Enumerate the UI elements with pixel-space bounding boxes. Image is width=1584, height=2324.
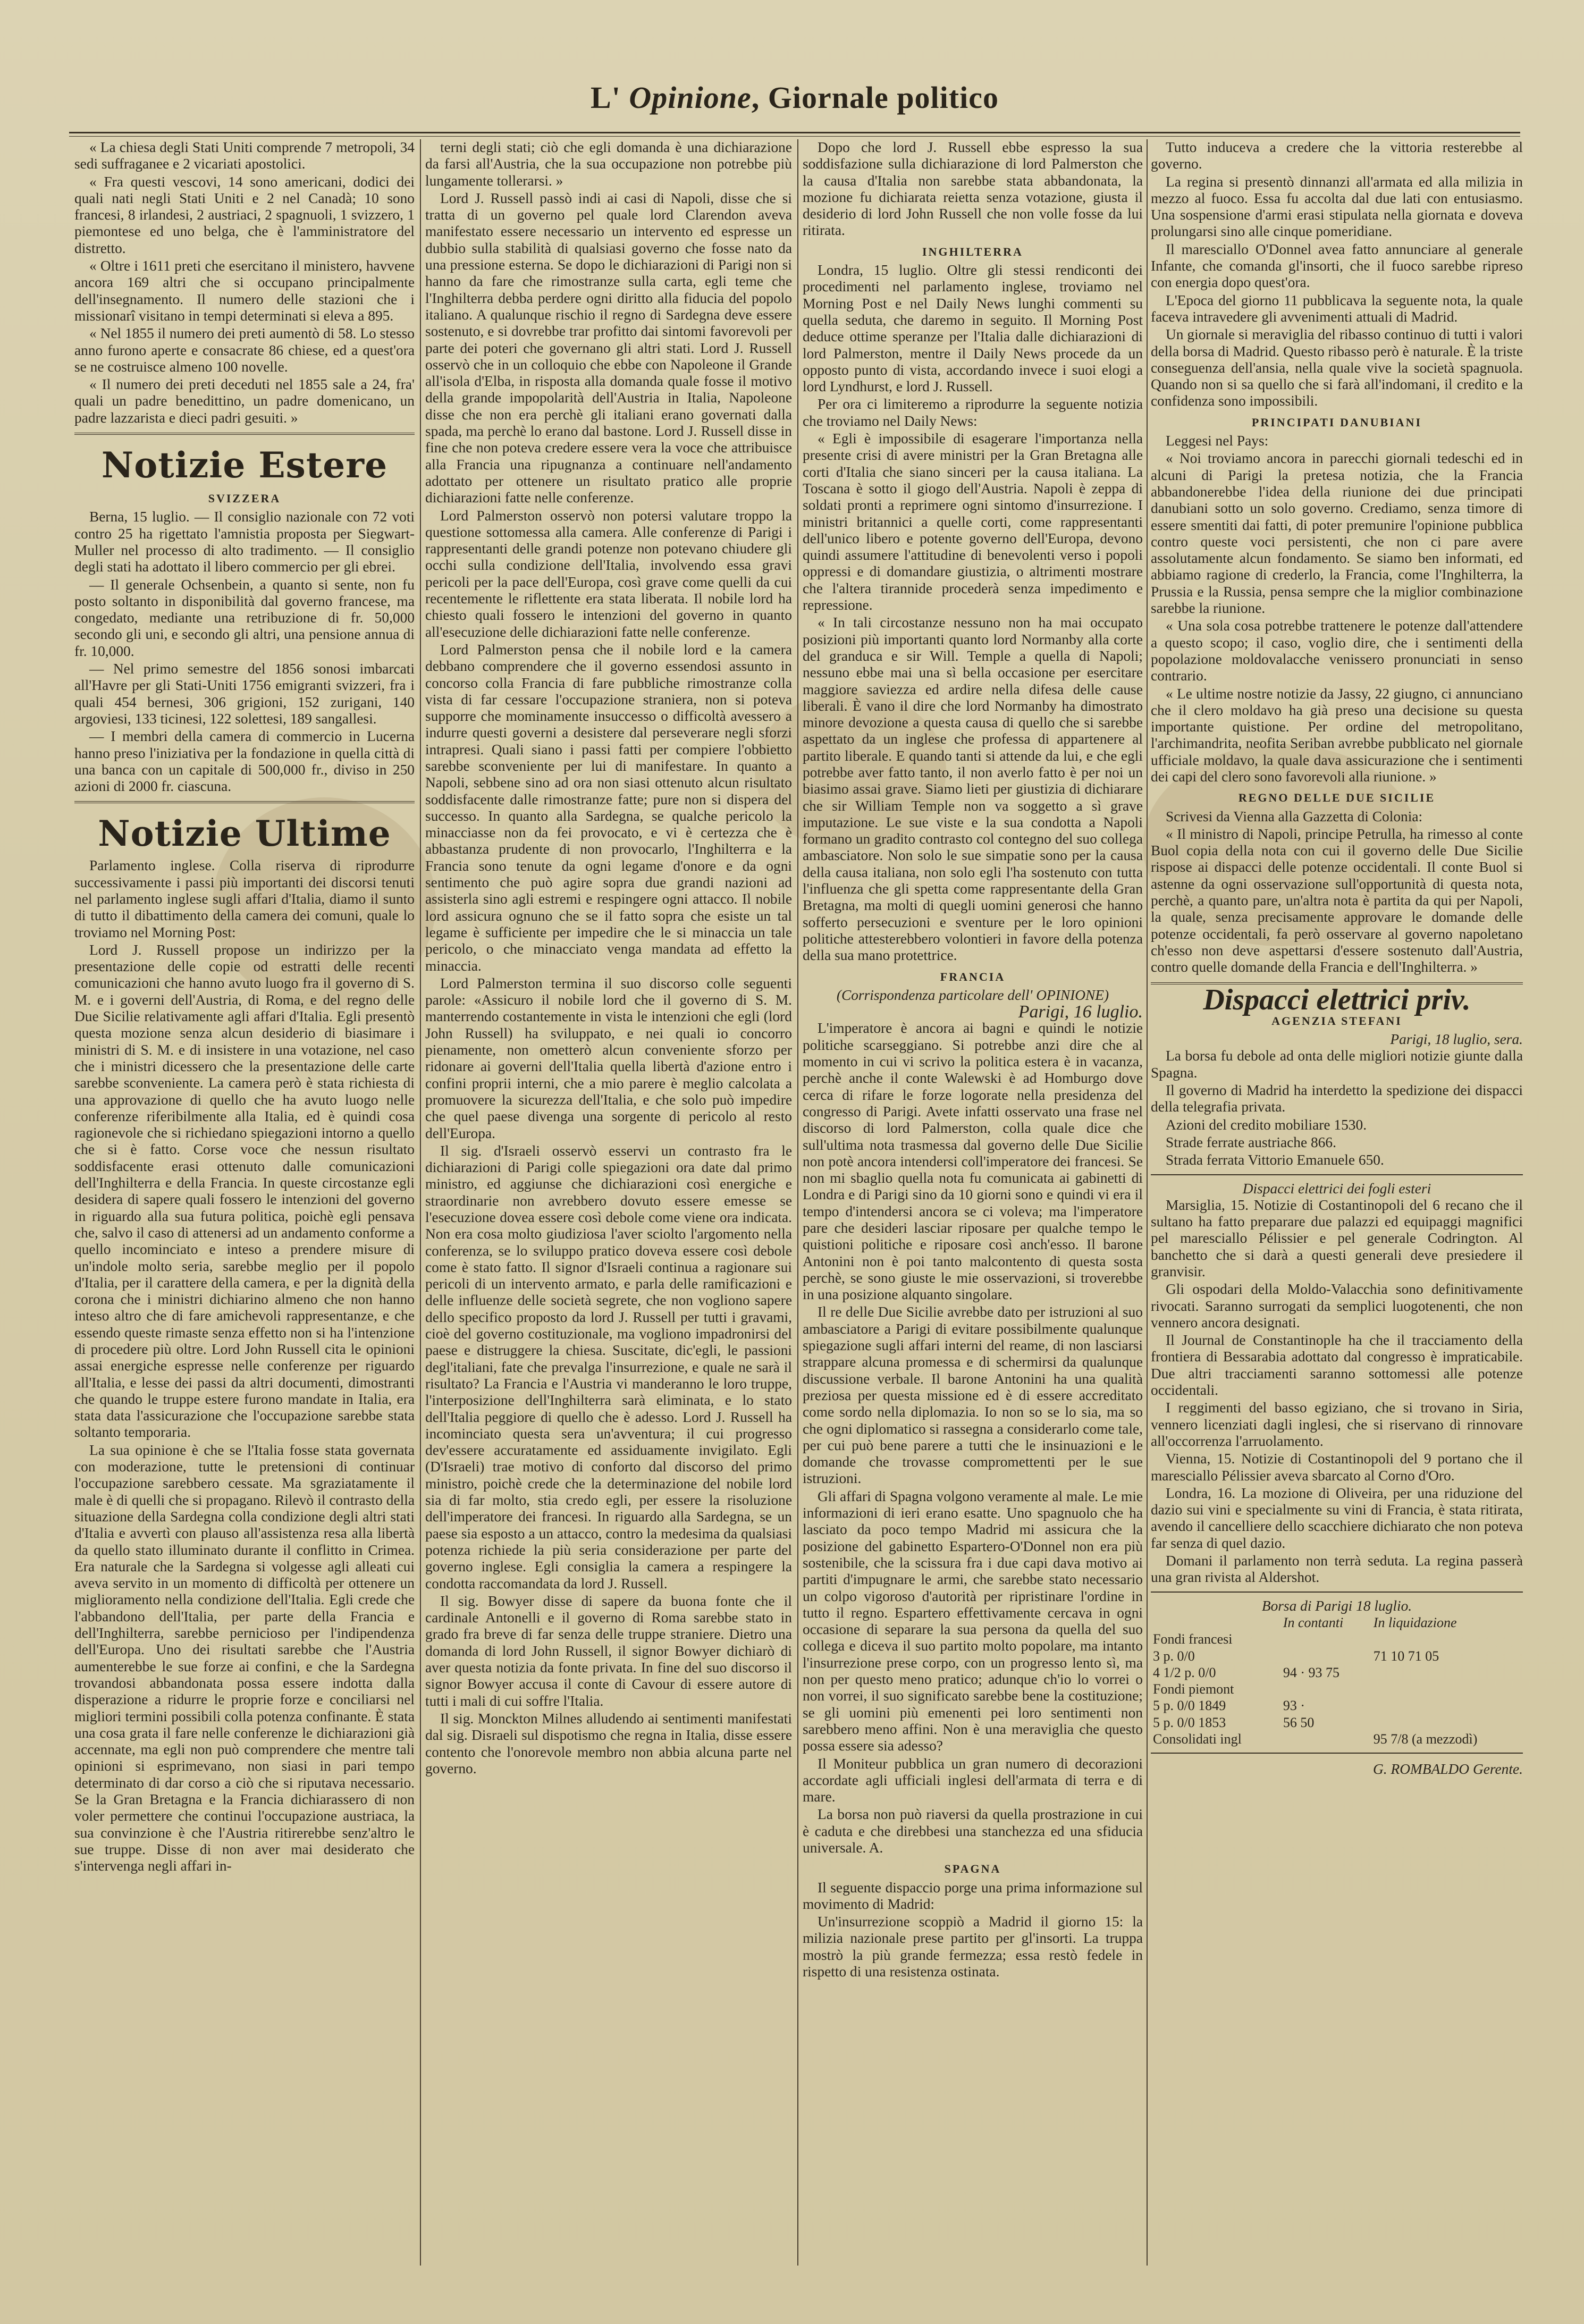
table-cell: 3 p. 0/0 <box>1153 1648 1195 1664</box>
table-row <box>1151 1631 1523 1647</box>
table-cell: Fondi piemont <box>1153 1681 1234 1697</box>
paragraph: Tutto induceva a credere che la vittoria resterebbe al governo. <box>1151 139 1523 172</box>
paragraph: La borsa fu debole ad onta delle migliori notizie giunte dalla Spagna. <box>1151 1048 1523 1081</box>
paragraph: « Egli è impossibile di esagerare l'importanza nella presente crisi di avere ministri per la Gran Bretagna alle corti d'Italia che siano sinceri per la causa italiana. La Toscana è sotto il giogo dell'Austria. Napoli è zeppa di soldati pronti a reprimere ogni sintomo d'insurrezione. I ministri britannici a quelle corti, come rappresentanti dell'unico libero e potente governo dell'Europa, devono quindi assumere l'attitudine di benevolenti verso i popoli oppressi e di domandare giustizia, o altrimenti mostrare che l'altera tirannide procederà senza impedimento e repressione. <box>803 431 1143 613</box>
subhead-regno: REGNO DELLE DUE SICILIE <box>1238 791 1436 805</box>
table-header-cell: In contanti <box>1283 1614 1344 1630</box>
table-cell <box>1371 1697 1523 1714</box>
dateline: Parigi, 16 luglio. <box>1018 1002 1143 1022</box>
table-cell <box>1371 1631 1523 1647</box>
bourse-table <box>1151 1614 1523 1747</box>
table-header-cell <box>1151 1614 1281 1631</box>
paragraph: Il Moniteur pubblica un gran numero di decorazioni accordate agli ufficiali inglesi dell'armata di terra e di mare. <box>803 1755 1143 1805</box>
paragraph: « Nel 1855 il numero dei preti aumentò di 58. Lo stesso anno furono aperte e consacrate 86 chiese, ed a quest'ora se ne costruisce almeno 100 novelle. <box>74 325 415 375</box>
paragraph: Per ora ci limiteremo a riprodurre la seguente notizia che troviamo nel Daily News: <box>803 396 1143 429</box>
paragraph: Domani il parlamento non terrà seduta. La regina passerà una gran rivista al Aldershot. <box>1151 1553 1523 1586</box>
paragraph: Un'insurrezione scoppiò a Madrid il giorno 15: la milizia nazionale prese partito per gl'insorti. La truppa mostrò la più grande fermezza; essa restò fedele in rispetto di una resistenza ostinata. <box>803 1914 1143 1980</box>
table-cell: 71 10 71 05 <box>1373 1648 1439 1664</box>
table-cell <box>1281 1731 1371 1747</box>
bourse-body <box>1151 1631 1523 1747</box>
column-divider <box>420 139 421 2266</box>
table-cell: 4 1/2 p. 0/0 <box>1153 1664 1216 1680</box>
paragraph: Lord Palmerston pensa che il nobile lord e la camera debbano comprendere che il governo essendosi assunto in concorso colla Francia di fare pubbliche rimostranze colla vista di far cessare l'occupazione straniera, non si poteva supporre che mominamente insuccesso o difficoltà avessero a indurre questi governi a desistere dal perseverare negli sforzi intrapresi. Quali siano i passi fatti per compiere l'obbietto sarebbe sconveniente per lui di manifestare. In quanto a Napoli, sebbene sino ad ora non siasi ottenuto alcun risultato soddisfacente dalle rimostranze fatte; pure non si dispera del successo. In quanto alla Sardegna, se qualche pericolo la minacciasse non da fei provocato, e vi è certezza che è abbastanza prudente di non provocarlo, l'Inghilterra e la Francia sono tenute da ogni legame d'onore e da ogni sentimento che può agire sopra due grandi nazioni ad assisterla sino agli estremi e respingere ogni attacco. Il nobile lord assicura ognuno che se il fatto sopra che esiste un tal legame è sufficiente per impedire che le si minaccia un tale pericolo, o che minacciato venga mandata ad effetto la minaccia. <box>425 641 792 974</box>
col1-intro <box>74 139 415 426</box>
column-3 <box>803 139 1143 2266</box>
section-rule <box>1151 1753 1523 1754</box>
column-4 <box>1151 139 1523 2266</box>
table-row <box>1151 1697 1523 1714</box>
subhead-fogli-esteri: Dispacci elettrici dei fogli esteri <box>1242 1180 1431 1197</box>
subhead-agenzia: AGENZIA STEFANI <box>1271 1014 1402 1028</box>
subhead-svizzera: SVIZZERA <box>208 492 281 506</box>
paragraph: Strade ferrate austriache 866. <box>1166 1134 1336 1150</box>
paragraph: Dopo che lord J. Russell ebbe espresso la sua soddisfazione sulla dichiarazione di lord Palmerston che la causa d'Italia non sarebbe stata abbandonata, la mozione fu dichiarata reietta senza votazione, giusta il desiderio di lord John Russell che non volle fosse da lui ritirata. <box>803 139 1143 239</box>
paragraph: Strada ferrata Vittorio Emanuele 650. <box>1166 1152 1384 1168</box>
paragraph: — I membri della camera di commercio in Lucerna hanno preso l'iniziativa per la fondazione in quella città di una banca con un capitale di 500,000 fr., diviso in 250 azioni di 2000 fr. ciascuna. <box>74 728 415 795</box>
paragraph: « Il numero dei preti deceduti nel 1855 sale a 24, fra' quali un padre benedittino, un padre domenicano, un padre lazzarista e dieci padri gesuiti. » <box>74 376 415 426</box>
subhead-francia: FRANCIA <box>940 970 1006 983</box>
table-cell <box>1281 1631 1371 1647</box>
paragraph: Leggesi nel Pays: <box>1166 433 1269 449</box>
table-cell: 56 50 <box>1283 1714 1315 1730</box>
paragraph: Il sig. Bowyer disse di sapere da buona fonte che il cardinale Antonelli e il governo di Roma sarebbe stato in grado fra breve di far senza delle truppe straniere. Dietro una domanda di lord John Russell, il signor Bowyer dichiarò di aver questa notizia da fonte privata. In fine del suo discorso il signor Bowyer accusa il conte di Cavour di essere autore di tutti i mali di cui soffre l'Italia. <box>425 1593 792 1709</box>
signature: G. ROMBALDO Gerente. <box>1373 1761 1523 1778</box>
paragraph: I reggimenti del basso egiziano, che si trovano in Siria, vennero licenziati dagli inglesi, che si riservano di rinnovare all'occorrenza l'arruolamento. <box>1151 1400 1523 1449</box>
table-header-cell: In liquidazione <box>1373 1614 1457 1630</box>
paragraph: Il sig. Monckton Milnes alludendo ai sentimenti manifestati dal sig. Disraeli sul dispotismo che regna in Italia, disse essere contento che l'onorevole membro non abbia alcuna parte nel governo. <box>425 1710 792 1776</box>
masthead-rest: , Giornale politico <box>751 80 999 115</box>
paragraph: Gli ospodari della Moldo-Valacchia sono definitivamente rivocati. Saranno surrogati da semplici luogotenenti, che non vennero ancora designati. <box>1151 1281 1523 1331</box>
section-rule <box>74 801 415 803</box>
paragraph: Il Journal de Constantinople ha che il tracciamento della frontiera di Bessarabia adottato dal congresso è impraticabile. Due altri tracciamenti saranno sottomessi alle potenze occidentali. <box>1151 1332 1523 1399</box>
correspondence-note: (Corrispondenza particolare dell' OPINIONE) <box>836 987 1109 1003</box>
paragraph: Scrivesi da Vienna alla Gazzetta di Colonia: <box>1166 808 1423 824</box>
column-divider <box>1147 139 1148 2266</box>
table-cell: 94 · 93 75 <box>1283 1664 1339 1680</box>
table-row <box>1151 1648 1523 1664</box>
paragraph: « Una sola cosa potrebbe trattenere le potenze dall'attendere a questo scopo; il caso, voglio dire, che i sentimenti della popolazione moldovalacche venissero pronunciati in senso contrario. <box>1151 618 1523 684</box>
paragraph: « Noi troviamo ancora in parecchi giornali tedeschi ed in alcuni di Parigi la pretesa notizia, che la Francia abbandonerebbe l'idea della riunione dei due principati danubiani sotto un solo governo. Crediamo, senza timore di essere smentiti dai fatti, di poter premunire l'opinione pubblica contro queste voci persistenti, che non ci pare avere assolutamente alcun fondamento. Se siamo ben informati, ed abbiamo ragione di crederlo, la Francia, come l'Inghilterra, la Prussia e la Russia, pensa sempre che la miglior combinazione sarebbe la riunione. <box>1151 450 1523 617</box>
table-cell: 5 p. 0/0 1849 <box>1153 1698 1226 1714</box>
paragraph: Il governo di Madrid ha interdetto la spedizione dei dispacci della telegrafia privata. <box>1151 1082 1523 1115</box>
paragraph: Marsiglia, 15. Notizie di Costantinopoli del 6 recano che il sultano ha fatto preparare due palazzi ed equipaggi magnifici pel maresciallo Pélissier e pel generale Codrington. Al banchetto che si darà a questi generali deve presiedere il granvisir. <box>1151 1197 1523 1279</box>
table-cell <box>1371 1664 1523 1681</box>
column-2 <box>425 139 792 2266</box>
masthead <box>69 80 1520 122</box>
section-rule <box>74 433 415 435</box>
table-cell: Fondi francesi <box>1153 1631 1233 1647</box>
paragraph: L'Epoca del giorno 11 pubblicava la seguente nota, la quale faceva intravedere gli avvenimenti attuali di Madrid. <box>1151 292 1523 325</box>
section-heading-dispacci: Dispacci elettrici priv. <box>1203 983 1471 1016</box>
masthead-prefix: L' <box>591 80 621 115</box>
subhead-spagna: SPAGNA <box>944 1862 1001 1876</box>
column-1 <box>74 139 415 2266</box>
paragraph: « In tali circostanze nessuno non ha mai occupato posizioni più importanti quanto lord Normanby alla corte del granduca e sir Will. Temple a quella di Napoli; nessuno ebbe mai una sì bella occasione per esercitare maggiore saviezza ed ardire nella difesa delle cause liberali. È vano il dire che lord Normanby ha dimostrato minore devozione a questa causa di quello che si sarebbe aspettato da un inglese che professa di appartenere al partito liberale. E quando tanti si attende da lui, e che egli potrebbe aver fatto tanto, il non averlo fatto è per noi un biasimo assai grave. Siamo lieti per giustizia di dichiarare che sir William Temple non va soggetto a sì grave imputazione. Le sue viste e la sua condotta a Napoli formano un gradito contrasto col contegno del suo collega ambasciatore. Non solo le sue simpatie sono per la causa della causa italiana, non solo egli l'ha sostenuto con tutta l'influenza che gli spetta come rappresentante della Gran Bretagna, ma molti di quegli uomini generosi che hanno sofferto persecuzioni e sventure per le loro opinioni politiche attesterebbero volontieri in favore della potenza della sua mano protettrice. <box>803 614 1143 964</box>
paragraph: Berna, 15 luglio. — Il consiglio nazionale con 72 voti contro 25 ha rigettato l'amnistia proposta per Siegwart-Muller nel processo di alto tradimento. — Il consiglio degli stati ha adottato il libero commercio per gli ebrei. <box>74 509 415 575</box>
table-cell: 93 · <box>1283 1698 1305 1714</box>
paragraph: Il maresciallo O'Donnel avea fatto annunciare al generale Infante, che comanda gl'insorti, che il fuoco sarebbe ripreso con energia dopo quest'ora. <box>1151 241 1523 291</box>
paragraph: Azioni del credito mobiliare 1530. <box>1166 1116 1367 1133</box>
subhead-inghilterra: INGHILTERRA <box>922 245 1023 258</box>
paragraph: « La chiesa degli Stati Uniti comprende 7 metropoli, 34 sedi suffraganee e 2 vicariati apostolici. <box>74 139 415 172</box>
table-header-row <box>1151 1614 1523 1631</box>
paragraph: « Oltre i 1611 preti che esercitano il ministero, havvene ancora 169 altri che si occupano principalmente dell'insegnamento. Il numero delle stazioni che i missionarî visitano in tempi determinati si eleva a 895. <box>74 258 415 324</box>
table-row <box>1151 1731 1523 1747</box>
paragraph: Vienna, 15. Notizie di Costantinopoli del 9 portano che il maresciallo Pélissier aveva sbarcato al Corno d'Oro. <box>1151 1451 1523 1484</box>
paragraph: Lord J. Russell propose un indirizzo per la presentazione delle copie od estratti delle recenti comunicazioni che hanno avuto luogo fra il governo di S. M. e i governi dell'Austria, di Roma, e del regno delle Due Sicilie relativamente agli affari d'Italia. Egli presentò questa mozione senza alcun desiderio di biasimare i ministri di S. M. e di insistere in una votazione, nel caso che i ministri dicessero che la presentazione delle carte sarebbe sconveniente. La camera però è stata richiesta di una approvazione di quello che ha avuto luogo nelle conferenze riferibilmente alla Italia, ed è quindi cosa ragionevole che si richiedano spiegazioni intorno a quello che si è fatto. Corse voce che nessun risultato soddisfacente erasi ottenuto dalle comunicazioni dell'Inghilterra e della Francia. In queste circostanze egli desidera di sapere quali fossero le intenzioni del governo in riguardo alla sua futura politica, poichè egli pensava che, salvo il caso di attenersi ad un andamento conforme a quello incominciato e inteso a prendere misure di un'indole molto seria, sarebbe meglio per il popolo d'Italia, per il carattere della camera, e per la dignità della corona che i ministri dichiarino almeno che non hanno inteso altro che di fare amichevoli rappresentanze, e che essendo queste rimaste senza effetto non si ha l'intenzione di procedere più oltre. Lord John Russell cita le opinioni assai energiche espresse nelle conferenze per riguardo all'Italia, e lesse dei passi da altri documenti, dimostranti che quando le truppe estere furono mandate in Italia, era stata data l'assicurazione che l'occupazione sarebbe stata soltanto temporaria. <box>74 941 415 1441</box>
paragraph: « Fra questi vescovi, 14 sono americani, dodici dei quali nati negli Stati Uniti e 2 nel Canadà; 10 sono francesi, 8 irlandesi, 2 austriaci, 2 spagnuoli, 1 svizzero, 1 piemontese ed uno belga, che è l'amministratore del distretto. <box>74 173 415 256</box>
paragraph: Il sig. d'Israeli osservò esservi un contrasto fra le dichiarazioni di Parigi colle spiegazioni ora date dal primo ministro, ed aggiunse che dichiarazioni così energiche e straordinarie non avrebbero dovuto essere emesse se l'esecuzione dovea essere così debole come viene ora indicata. Non era cosa molto giudiziosa l'aver sciolto l'argomento nella conferenza, se lo sviluppo pratico doveva essere così debole come è stato fatto. Il signor d'Israeli continua a ragionare sui pericoli di un intervento armato, e parla delle ramificazioni e delle influenze delle società segrete, che non vogliono sapere dello specifico proposto da lord J. Russell per tutti i gravami, cioè del governo costituzionale, ma vogliono impadronirsi del paese e distruggere la chiesa. Suscitate, dic'egli, le passioni degl'italiani, fate che prevalga l'insurrezione, e quale ne sarà il risultato? La Francia e l'Austria vi manderanno le loro truppe, l'interposizione dell'Inghilterra sarà eliminata, e lo stato dell'Italia peggiore di quello che è adesso. Lord J. Russell ha incominciato questa sera un'avventura; il cui progresso dev'essere accuratamente ed assiduamente invigilato. Egli (D'Israeli) trae motivo di conforto dal discorso del primo ministro, poichè crede che la determinazione del nobile lord sia di far molto, stia credo egli, per essere la risoluzione dell'imperatore dei francesi. In riguardo alla Sardegna, se un paese sia esposto a un attacco, contro la medesima da qualsiasi potenza richiede la più seria considerazione per parte del governo inglese. Egli consiglia la camera a respingere la condotta raccomandata da lord J. Russell. <box>425 1142 792 1592</box>
paragraph: Lord Palmerston termina il suo discorso colle seguenti parole: «Assicuro il nobile lord che il governo di S. M. manterrendo costantemente in vista le intenzioni che egli (lord John Russell) ha sviluppato, e nei quali io concorro pienamente, non ometterò alcun conveniente sforzo per ridonare ai governi dell'Italia quella libertà d'azione entro i confini proprii interni, che a mio parere è meglio calcolata a promuovere la sicurezza dell'Italia, e che solo può impedire che quel paese divenga una sorgente di pericolo al resto dell'Europa. <box>425 975 792 1141</box>
paragraph: La borsa non può riaversi da quella prostrazione in cui è caduta e che direbbesi una stanchezza ed una sfiducia universale. A. <box>803 1806 1143 1856</box>
table-cell <box>1371 1714 1523 1731</box>
table-cell: 95 7/8 (a mezzodì) <box>1373 1731 1478 1747</box>
column-divider <box>797 139 798 2266</box>
paragraph: « Le ultime nostre notizie da Jassy, 22 giugno, ci annunciano che il clero moldavo ha già preso una decisione su questa importante quistione. Per ordine del metropolitano, l'archimandrita, neofita Seriban avrebbe pubblicato nel giornale ufficiale moldavo, la quale dava assicurazione che i sentimenti dei capi del clero sono favorevoli alla riunione. » <box>1151 685 1523 785</box>
table-row <box>1151 1714 1523 1731</box>
table-cell <box>1371 1681 1523 1697</box>
paragraph: Lord Palmerston osservò non potersi valutare troppo la questione sottomessa alla camera. Alle conferenze di Parigi i rappresentanti delle grandi potenze non potevano chiudere gli occhi sulla condizione dell'Italia, involvendo essa gravi pericoli per la pace dell'Europa, così grave come quelli da cui recentemente le riflettente era stata liberata. Il nobile lord ha chiesto quali fossero le intenzioni del governo in quanto all'esecuzione delle dichiarazioni fatte nelle conferenze. <box>425 507 792 640</box>
paragraph: « Il ministro di Napoli, principe Petrulla, ha rimesso al conte Buol copia della nota con cui il governo delle Due Sicilie rispose ai dispacci delle potenze occidentali. Il conte Buol si astenne da ogni osservazione sull'opportunità di questa nota, perchè, a quanto pare, un'altra nota è partita da qui per Napoli, la quale, senza precisamente approvare le domande delle potenze occidentali, fa però osservare al governo napoletano ch'esso non deve aspettarsi d'essere sostenuto dall'Austria, contro quelle domande della Francia e dell'Inghilterra. » <box>1151 826 1523 975</box>
subhead-principati: PRINCIPATI DANUBIANI <box>1251 415 1422 429</box>
paragraph: Parlamento inglese. Colla riserva di riprodurre successivamente i passi più importanti dei discorsi tenuti nel parlamento inglese sugli affari d'Italia, diamo il sunto di tutto il dibattimento della camera dei comuni, quale lo troviamo nel Morning Post: <box>74 857 415 940</box>
paragraph: Il seguente dispaccio porge una prima informazione sul movimento di Madrid: <box>803 1879 1143 1912</box>
table-cell: Consolidati ingl <box>1153 1731 1242 1747</box>
masthead-rule <box>69 132 1520 137</box>
paragraph: La sua opinione è che se l'Italia fosse stata governata con moderazione, tutte le pretensioni di continuar l'occupazione sarebbero cessate. Ma sgraziatamente il male è di quelli che si propagano. Rilevò il contrasto della situazione della Sardegna colla condizione degli altri stati d'Italia e avvertì con plauso all'assistenza resa alla libertà da quello stato illuminato durante il conflitto in Crimea. Era naturale che la Sardegna si volgesse agli alleati cui aveva servito in un momento di difficoltà per ottenere un miglioramento nella condizione dell'Italia. Egli crede che l'abbandono dell'Italia, per parte della Francia e dell'Inghilterra, sarebbe pernicioso per l'indipendenza dell'Europa. Uno dei risultati sarebbe che l'Austria aumenterebbe le sue forze ai confini, e che la Sardegna trovandosi abbandonata possa essere indotta dalla disperazione a ridurre le proprie forze e conciliarsi nel migliori termini possibili colla potenza confinante. È stata una cosa grata il fare nelle conferenze le dichiarazioni già accennate, ma egli non può comprendere che mentre tali opinioni si esprimevano, non siasi in pari tempo determinato di dar corso a ciò che si riputava necessario. Se la Gran Bretagna e la Francia dichiarassero di non voler permettere che continui l'occupazione austriaca, la sua convinzione è che l'Austria ritirerebbe senz'altro le sue truppe. Disse di non aver mai desiderato che s'intervenga negli affari in- <box>74 1442 415 1874</box>
bourse-title: Borsa di Parigi 18 luglio. <box>1261 1597 1412 1614</box>
paragraph: L'imperatore è ancora ai bagni e quindi le notizie politiche scarseggiano. Si potrebbe anzi dire che al momento in cui vi scrivo la politica estera è in vacanza, perchè anche il conte Walewski è ad Homburgo dove cerca di rifare le forze logorate nella presidenza del congresso di Parigi. Avete infatti osservato una frase nel discorso di lord Palmerston, colla quale dice che sull'ultima nota trasmessa dal governo delle Due Sicilie non potè ancora intendersi coll'imperatore dei francesi. Se non mi sbaglio quella nota fu comunicata ai gabinetti di Londra e di Parigi sino da 10 giorni sono e quindi vi era il tempo d'intendersi ancora se ci voleva; ma l'imperatore pare che desideri lasciar riposare per qualche tempo le quistioni politiche e riposare così anch'esso. Il barone Antonini non è poi tanto malcontento di questa sosta perchè, se sono giuste le mie osservazioni, si troverebbe in una posizione alquanto singolare. <box>803 1020 1143 1303</box>
section-heading-notizie-estere: Notizie Estere <box>101 444 388 486</box>
paragraph: — Il generale Ochsenbein, a quanto si sente, non fu posto soltanto in disponibilità dal governo francese, ma congedato, mediante una retribuzione di fr. 50,000 secondo gli uni, e secondo gli altri, una pensione annua di fr. 10,000. <box>74 576 415 659</box>
paragraph: Gli affari di Spagna volgono veramente al male. Le mie informazioni di ieri erano esatte. Uno spagnuolo che ha lasciato da poco tempo Madrid mi assicura che la posizione del gabinetto Espartero-O'Donnel non era più sostenibile, che la scissura fra i due capi dava motivo ai partiti d'impugnare le armi, che sarebbe stato necessario un colpo vigoroso d'autorità per ripristinare l'ordine in tutto il regno. Espartero effettivamente cercava in ogni occasione di separare la sua persona da quella del suo collega e diceva il suo partito molto popolare, ma intanto l'insurrezione prese corpo, con un progresso lento sì, ma non per questo meno pratico; adunque ch'io lo vorrei o non vorrei, il suo significato sarebbe bene la costituzione; se gli uomini più emenenti pei loro sentimenti non sarebbero meno affini. Non è una meraviglia che questo possa essere sia adesso? <box>803 1488 1143 1754</box>
paragraph: — Nel primo semestre del 1856 sonosi imbarcati all'Havre per gli Stati-Uniti 1756 emigranti svizzeri, fra i quali 454 bernesi, 306 grigioni, 152 zurigani, 140 argoviesi, 133 ticinesi, 122 solettesi, 189 sangallesi. <box>74 661 415 727</box>
section-heading-notizie-ultime: Notizie Ultime <box>98 813 391 855</box>
paragraph: Londra, 15 luglio. Oltre gli stessi rendiconti dei procedimenti nel parlamento inglese, troviamo nel Morning Post e nel Daily News lunghi commenti su quella seduta, che daremo in seguito. Il Morning Post deduce ottime speranze per l'Italia dalle dichiarazioni di lord Palmerston, mentre il Daily News procede da un opposto punto di vista, accordando invece i suoi elogi a lord Lyndhurst, e lord J. Russell. <box>803 262 1143 395</box>
section-rule <box>1151 1174 1523 1175</box>
dateline: Parigi, 18 luglio, sera. <box>1390 1031 1523 1048</box>
table-cell <box>1281 1681 1371 1697</box>
table-row <box>1151 1664 1523 1681</box>
paragraph: terni degli stati; ciò che egli domanda è una dichiarazione da farsi all'Austria, che la sua occupazione non potrebbe più lungamente tollerarsi. » <box>425 139 792 189</box>
table-cell <box>1281 1648 1371 1664</box>
paragraph: Un giornale si meraviglia del ribasso continuo di tutti i valori della borsa di Madrid. Questo ribasso però è naturale. È la triste conseguenza dell'ansia, nella quale vive la società spagnuola. Quando non si sa quello che si farà all'indomani, il credito e la confidenza sono impossibili. <box>1151 326 1523 409</box>
table-row <box>1151 1681 1523 1697</box>
section-rule <box>1151 1592 1523 1593</box>
table-cell: 5 p. 0/0 1853 <box>1153 1714 1226 1730</box>
paragraph: La regina si presentò dinnanzi all'armata ed alla milizia in mezzo al fuoco. Essa fu accolta dal due lati con entusiasmo. Una sospensione d'armi erasi stipulata nella giornata e doveva prolungarsi sino alle cinque pomeridiane. <box>1151 173 1523 240</box>
paragraph: Lord J. Russell passò indi ai casi di Napoli, disse che si tratta di un governo pel quale lord Clarendon aveva manifestato essere necessario un intervento ed espresse un dubbio sulla stabilità di qualsiasi governo che fosse nato da una pressione esterna. Se dopo le dichiarazioni di Parigi non si hanno da fare che rimostranze sulla carta, egli teme che l'Inghilterra debba perdere ogni diritto alla fiducia del popolo italiano. A qualunque rischio il regno di Sardegna deve essere sostenuto, e si dovrebbe trar profitto dai sintomi favorevoli per parte dei poteri che governano gli altri stati. Lord J. Russell osservò che in un colloquio che ebbe con Napoleone il Grande all'isola d'Elba, in risposta alla domanda quale fosse il motivo della grande impopolarità dell'Austria in Italia, Napoleone disse che non era perchè gli italiani erano governati dalla spada, ma perchè lo erano dal bastone. Lord J. Russell disse in fine che non poteva credere essere vera la voce che attribuisce alla Francia una ripugnanza a continuare nell'andamento adottato per ottenere un risultato pratico alle proprie dichiarazioni fatte nelle conferenze. <box>425 190 792 506</box>
paragraph: Londra, 16. La mozione di Oliveira, per una riduzione del dazio sui vini e specialmente su vini di Francia, è stata ritirata, avendo il cancelliere dello scacchiere dichiarato che non poteva far senza di quel dazio. <box>1151 1485 1523 1551</box>
paragraph: Il re delle Due Sicilie avrebbe dato per istruzioni al suo ambasciatore a Parigi di evitare possibilmente qualunque spiegazione sugli affari interni del reame, di non lasciarsi strappare alcuna promessa e di schermirsi da qualunque discussione verbale. Il barone Antonini ha una qualità preziosa per questa missione ed è di essere accreditato come sordo nella diplomazia. Io non so se lo sia, ma so che ogni diplomatico si rassegna a considerarlo come tale, per cui può bene parere a tutti che le insinuazioni e le domande che trovasse compromettenti per le sue istruzioni. <box>803 1304 1143 1487</box>
masthead-italic: Opinione <box>629 80 752 115</box>
